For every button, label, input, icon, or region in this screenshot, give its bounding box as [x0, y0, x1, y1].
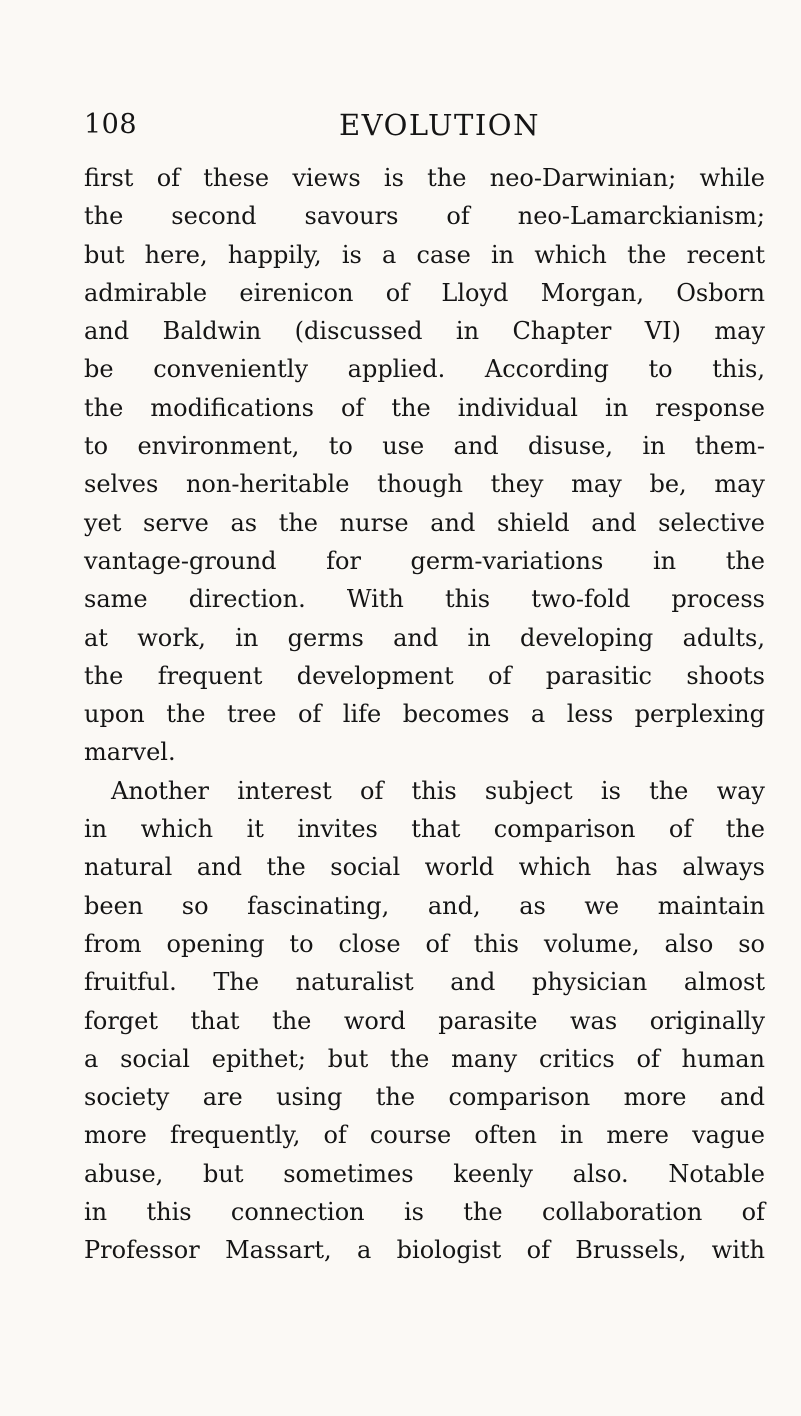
running-title: EVOLUTION: [339, 108, 540, 142]
text-line: yet serve as the nurse and shield and selective: [84, 508, 765, 537]
text-line: a social epithet; but the many critics of human: [84, 1044, 765, 1073]
text-line: more frequently, of course often in mere vague: [84, 1121, 765, 1150]
page-number: 108: [84, 109, 138, 140]
text-line: Another interest of this subject is the way: [111, 776, 765, 805]
text-line: the frequent development of parasitic shoots: [84, 661, 765, 690]
text-line: admirable eirenicon of Lloyd Morgan, Osborn: [84, 278, 765, 307]
text-line: vantage-ground for germ-variations in the: [84, 546, 765, 575]
text-line: been so fascinating, and, as we maintain: [84, 891, 765, 920]
text-line: same direction. With this two-fold process: [84, 585, 765, 614]
text-line: the second savours of neo-Lamarckianism;: [84, 202, 765, 231]
paragraph-1: [84, 159, 765, 772]
text-line: society are using the comparison more and: [84, 1083, 765, 1112]
text-line: to environment, to use and disuse, in them-: [84, 432, 765, 461]
text-line: Professor Massart, a biologist of Brussels, with: [84, 1236, 765, 1265]
text-line: upon the tree of life becomes a less perplexing: [84, 700, 765, 729]
text-line: but here, happily, is a case in which the recent: [84, 240, 765, 269]
page-header: [84, 105, 741, 145]
text-line: marvel.: [84, 738, 176, 767]
paragraph-2: [84, 772, 765, 1270]
text-line: selves non-heritable though they may be, may: [84, 470, 765, 499]
text-line: at work, in germs and in developing adults,: [84, 623, 765, 652]
body-text: [84, 159, 765, 1270]
text-line: abuse, but sometimes keenly also. Notable: [84, 1159, 765, 1188]
text-line: the modifications of the individual in response: [84, 393, 765, 422]
text-line: first of these views is the neo-Darwinian; while: [84, 164, 765, 192]
text-line: in this connection is the collaboration of: [84, 1198, 765, 1227]
text-line: be conveniently applied. According to this,: [84, 355, 765, 384]
text-line: forget that the word parasite was originally: [84, 1006, 765, 1035]
text-line: from opening to close of this volume, also so: [84, 929, 765, 958]
text-line: natural and the social world which has always: [84, 853, 765, 882]
text-line: fruitful. The naturalist and physician almost: [84, 968, 765, 997]
text-line: and Baldwin (discussed in Chapter VI) may: [84, 317, 765, 346]
text-line: in which it invites that comparison of the: [84, 815, 765, 844]
